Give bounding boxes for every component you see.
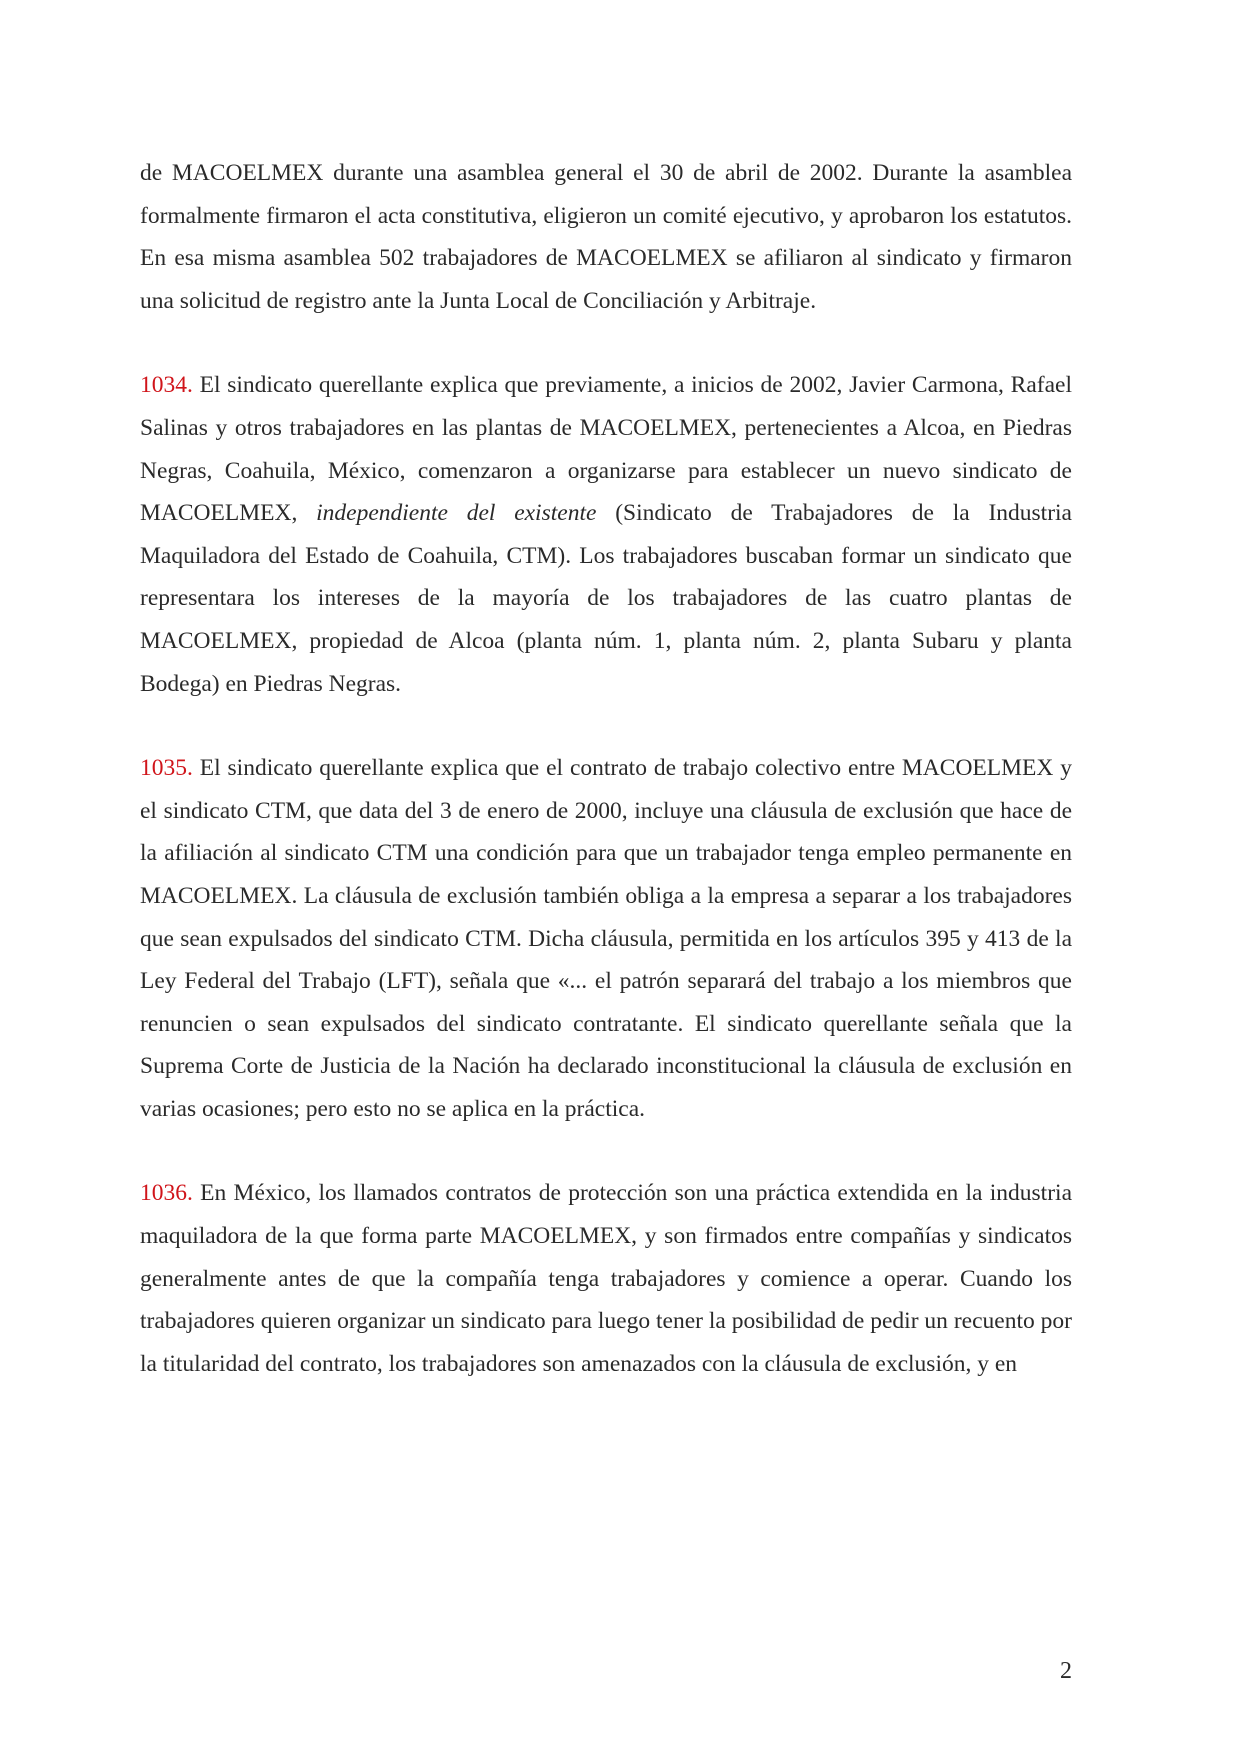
paragraph-text: En México, los llamados contratos de protección son una práctica extendida en la industria maquiladora de la que forma parte MACOELMEX, y son firmados entre compañías y sindicatos generalmente antes de que la compañía tenga trabajadores y comience a operar. Cuando los trabajadores quieren organizar un sindicato para luego tener la posibilidad de pedir un recuento por la titularidad del contrato, los trabajadores son amenazados con la cláusula de exclusión, y en [140,1180,1072,1377]
paragraph-text: El sindicato querellante explica que el contrato de trabajo colectivo entre MACOELMEX y el sindicato CTM, que data del 3 de enero de 2000, incluye una cláusula de exclusión que hace de la afiliación al sindicato CTM una condición para que un trabajador tenga empleo permanente en MACOELMEX. La cláusula de exclusión también obliga a la empresa a separar a los trabajadores que sean expulsados del sindicato CTM. Dicha cláusula, permitida en los artículos 395 y 413 de la Ley Federal del Trabajo (LFT), señala que «... el patrón separará del trabajo a los miembros que renuncien o sean expulsados del sindicato contratante. El sindicato querellante señala que la Suprema Corte de Justicia de la Nación ha declarado inconstitucional la cláusula de exclusión en varias ocasiones; pero esto no se aplica en la práctica. [140,755,1072,1122]
paragraph-1035 [140,747,1072,1130]
document-body [140,152,1072,1427]
page-number: 2 [1060,1658,1072,1684]
paragraph-1036 [140,1172,1072,1385]
paragraph-1034 [140,364,1072,705]
paragraph-continuation [140,152,1072,322]
paragraph-number: 1035. [140,755,193,782]
paragraph-number: 1036. [140,1180,193,1207]
paragraph-italic-text: independiente del existente [316,500,597,527]
paragraph-text: de MACOELMEX durante una asamblea general el 30 de abril de 2002. Durante la asamblea formalmente firmaron el acta constitutiva, eligieron un comité ejecutivo, y aprobaron los estatutos. En esa misma asamblea 502 trabajadores de MACOELMEX se afiliaron al sindicato y firmaron una solicitud de registro ante la Junta Local de Conciliación y Arbitraje. [140,160,1072,314]
paragraph-number: 1034. [140,372,193,399]
paragraph-text: (Sindicato de Trabajadores de la Industria Maquiladora del Estado de Coahuila, CTM). Los trabajadores buscaban formar un sindicato que representara los intereses de la mayoría de los trabajadores de las cuatro plantas de MACOELMEX, propiedad de Alcoa (planta núm. 1, planta núm. 2, planta Subaru y planta Bodega) en Piedras Negras. [140,500,1072,697]
paragraph-text: El sindicato querellante explica que previamente, a inicios de 2002, Javier Carmona, Rafael Salinas y otros trabajadores en las plantas de MACOELMEX, pertenecientes a Alcoa, en Piedras Negras, Coahuila, México, comenzaron a organizarse para establecer un nuevo sindicato de MACOELMEX, [140,372,1072,527]
